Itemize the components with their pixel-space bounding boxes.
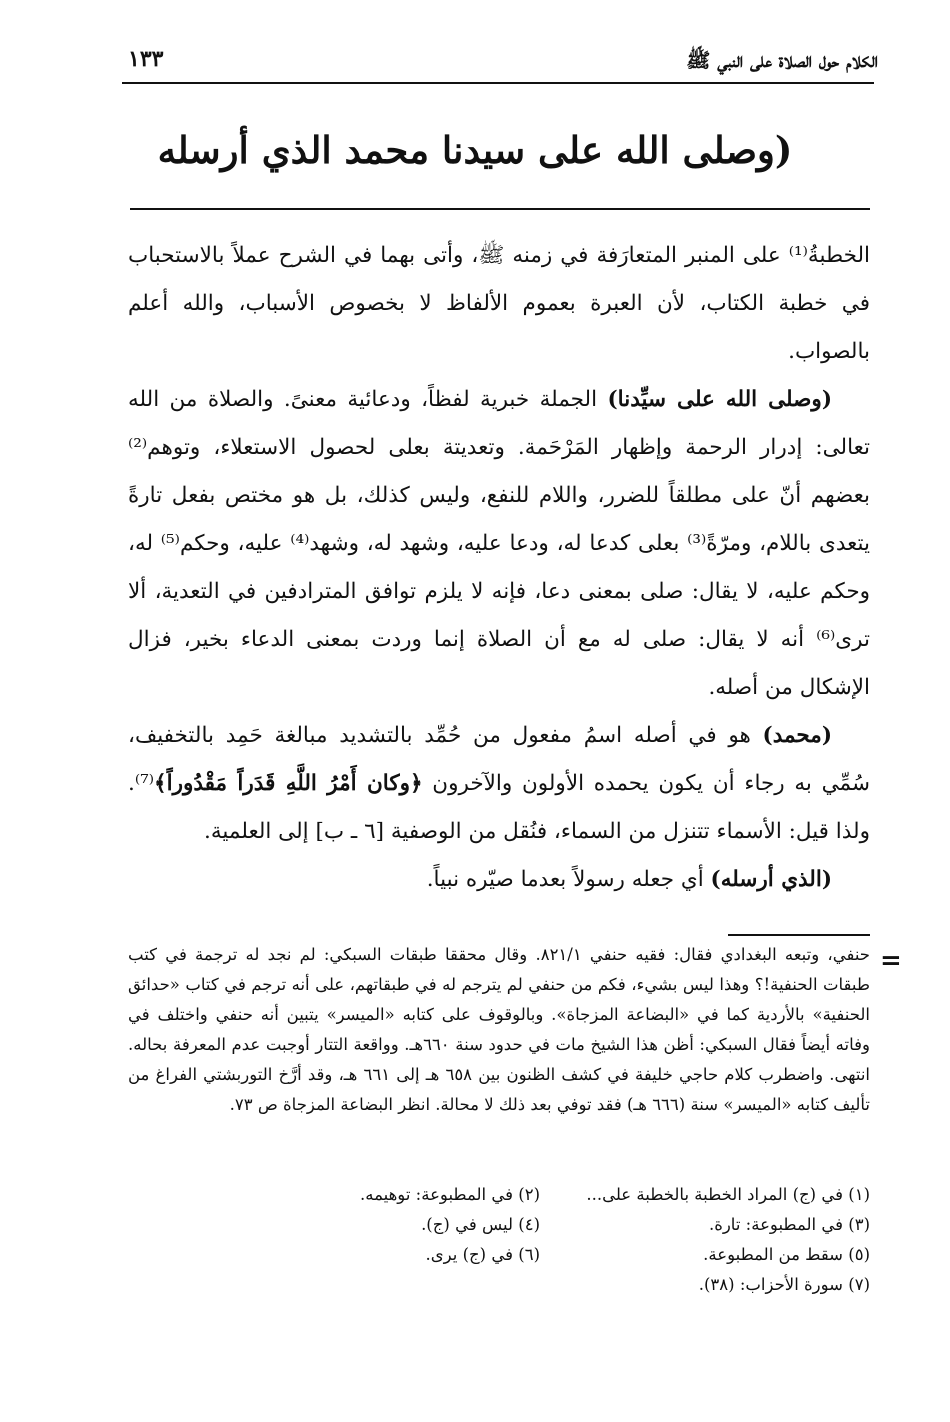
heading-rule: [130, 208, 870, 210]
footnote-row: [128, 1180, 870, 1210]
footnote-1: (١) في (ج) المراد الخطبة بالخطبة على...: [586, 1185, 870, 1204]
paragraph-1: الخطبةُ⁽¹⁾ على المنبر المتعارَفة في زمنه ﷺ، وأتى بهما في الشرح عملاً بالاستحباب في خطبة الكتاب، لأن العبرة بعموم الألفاظ لا بخصوص الأسباب، والله أعلم بالصواب.: [128, 243, 870, 364]
footnote-4: (٤) ليس في (ج).: [421, 1215, 540, 1234]
footnote-6: (٦) في (ج) يرى.: [425, 1245, 540, 1264]
paragraph-4: [128, 856, 870, 904]
footnote-row: [128, 1210, 870, 1240]
paragraph-2-text: الجملة خبرية لفظاً، ودعائية معنىً. والصلاة من الله تعالى: إدرار الرحمة وإظهار المَرْحَمة. وتعديتة بعلى لحصول الاستعلاء، وتوهم⁽²⁾ بعضهم أنّ على مطلقاً للضرر، واللام للنفع، وليس كذلك، بل هو مختص بفعل تارةً يتعدى باللام، ومرّةً⁽³⁾ بعلى كدعا له، ودعا عليه، وشهد له، وشهد⁽⁴⁾ عليه، وحكم⁽⁵⁾ له، وحكم عليه، لا يقال: صلى بمعنى دعا، فإنه لا يلزم توافق المترادفين في التعدية، ألا ترى⁽⁶⁾ أنه لا يقال: صلى له مع أن الصلاة إنما وردت بمعنى الدعاء بخير، فزال الإشكال من أصله.: [128, 387, 870, 700]
footnote-row: [128, 1270, 870, 1300]
page-header: [118, 42, 878, 82]
running-title: الكلام حول الصلاة على النبي ﷺ: [686, 48, 878, 72]
paragraph-3-text-b: ⁽⁷⁾. ولذا قيل: الأسماء تتنزل من السماء، فنُقل من الوصفية [٦ ـ ب] إلى العلمية.: [128, 771, 870, 844]
footnote-7: (٧) سورة الأحزاب: (٣٨).: [698, 1275, 870, 1294]
continuation-mark: =: [880, 946, 902, 976]
footnote-row: [128, 1240, 870, 1270]
paragraph-4-text: أي جعله رسولاً بعدما صيّره نبياً.: [426, 867, 711, 892]
header-rule: [122, 82, 874, 84]
lemma-alladhi-arsalahu: (الذي أرسله): [710, 867, 832, 892]
page-number: ١٣٣: [128, 46, 164, 72]
footnote-separator: [728, 934, 870, 936]
footnote-3: (٣) في المطبوعة: تارة.: [708, 1215, 870, 1234]
footnote-list: [128, 1180, 870, 1300]
paragraph-2: [128, 376, 870, 712]
quran-quote: ﴿وكان أَمْرُ اللَّهِ قَدَراً مَقْدُوراً﴾: [154, 771, 423, 796]
footnote-continuation: [128, 940, 870, 1120]
footnote-continuation-text: حنفي، وتبعه البغدادي فقال: فقيه حنفي ٨٢١/١. وقال محققا طبقات السبكي: لم نجد له ترجمة في كتب طبقات الحنفية!؟ وهذا ليس بشيء، فكم من حنفي لم يترجم له في طبقاتهم، على أنه ترجم في كتاب «حدائق الحنفية» بالأردية كما في «البضاعة المزجاة». وبالوقوف على كتابه «الميسر» يتبين أنه حنفي واختلف في وفاته أيضاً فقال السبكي: أظن هذا الشيخ مات في حدود سنة ٦٦٠هـ. وواقعة التتار أوجبت عدم المعرفة بحاله. انتهى. واضطرب كلام حاجي خليفة في كشف الظنون بين ٦٥٨ هـ إلى ٦٦١ هـ، وقد أرَّخ التوربشتي الفراغ من تأليف كتابه «الميسر» سنة (٦٦٦ هـ) فقد توفي بعد ذلك لا محالة. انظر البضاعة المزجاة ص ٧٣.: [128, 945, 871, 1114]
paragraph-3: [128, 712, 870, 856]
section-heading: (وصلى الله على سيدنا محمد الذي أرسله: [157, 128, 793, 172]
footnote-5: (٥) سقط من المطبوعة.: [703, 1245, 870, 1264]
lemma-sayyidina: (وصلى الله على سيِّدنا): [607, 387, 832, 412]
body-text: [128, 232, 870, 904]
footnote-2: (٢) في المطبوعة: توهيمه.: [360, 1185, 540, 1204]
lemma-muhammad: (محمد): [762, 723, 832, 748]
paragraph-3-text-a: هو في أصله اسمُ مفعول من حُمِّد بالتشديد مبالغة حَمِد بالتخفيف، سُمِّي به رجاء أن يكون يحمده الأولون والآخرون: [128, 723, 871, 796]
